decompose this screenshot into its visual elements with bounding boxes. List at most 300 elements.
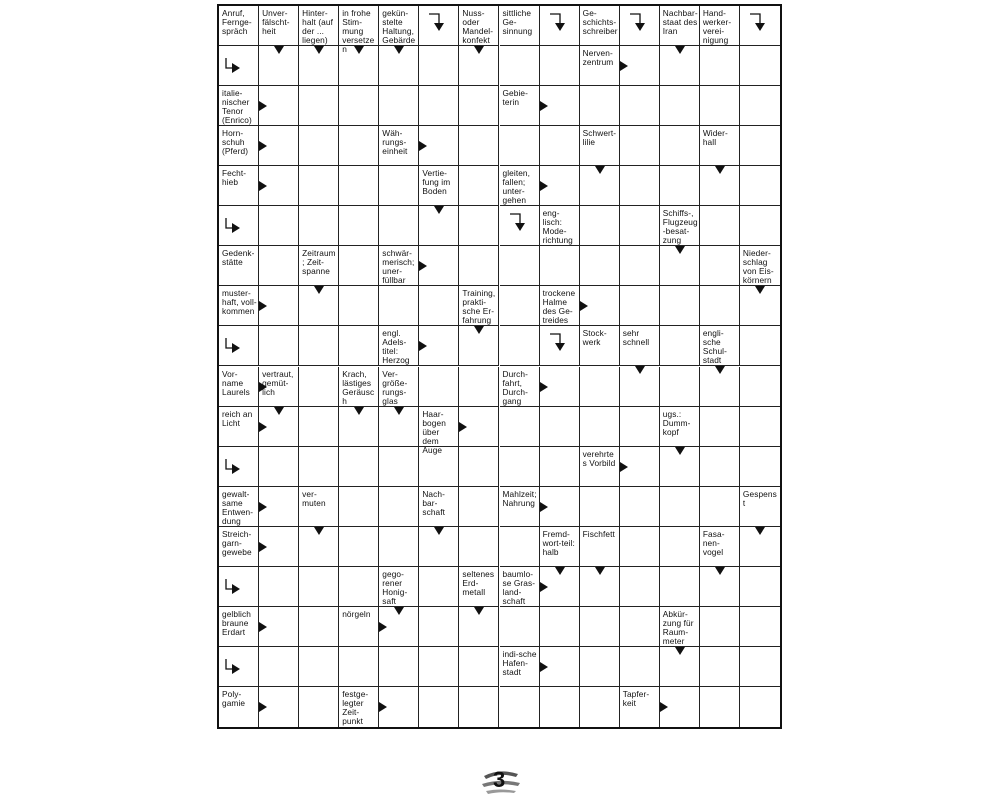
clue-cell — [620, 6, 660, 46]
arrow-right-icon — [540, 662, 548, 672]
clue-cell — [299, 487, 339, 527]
arrow-down-icon — [715, 366, 725, 374]
arrow-right-icon — [259, 542, 267, 552]
answer-cell[interactable] — [700, 86, 740, 126]
clue-text: Anruf, Fernge-spräch — [222, 8, 252, 36]
arrow-down-icon — [354, 46, 364, 54]
clue-cell — [500, 647, 540, 687]
clue-text: nörgeln — [342, 608, 371, 619]
clue-text: eng-lisch: Mode-richtung — [542, 208, 573, 246]
answer-cell[interactable] — [700, 206, 740, 246]
answer-cell[interactable] — [379, 527, 419, 567]
clue-cell — [419, 6, 459, 46]
answer-cell[interactable] — [660, 326, 700, 366]
answer-cell[interactable] — [620, 407, 660, 447]
clue-text: Stock-werk — [582, 328, 607, 348]
answer-cell[interactable] — [700, 647, 740, 687]
answer-cell[interactable] — [740, 326, 780, 366]
clue-text: Hinter-halt (auf der ... liegen) — [302, 8, 334, 45]
answer-cell[interactable] — [740, 607, 780, 647]
clue-cell — [660, 6, 700, 46]
clue-text: seltenes Erd-metall — [462, 568, 495, 597]
answer-cell[interactable] — [259, 206, 299, 246]
clue-cell — [419, 487, 459, 527]
answer-cell[interactable] — [299, 407, 339, 447]
arrow-right-icon — [660, 702, 668, 712]
answer-cell[interactable] — [620, 607, 660, 647]
clue-cell — [459, 567, 499, 607]
clue-cell — [219, 6, 259, 46]
clue-cell — [219, 407, 259, 447]
clue-cell — [219, 206, 259, 246]
clue-text: Fischfett — [582, 528, 615, 539]
arrow-down-icon — [274, 46, 284, 54]
arrow-down-icon — [354, 407, 364, 415]
arrow-down-icon — [555, 567, 565, 575]
answer-cell[interactable] — [660, 567, 700, 607]
answer-cell[interactable] — [419, 647, 459, 687]
clue-cell — [580, 6, 620, 46]
clue-text: Wider-hall — [702, 128, 728, 148]
clue-cell — [299, 246, 339, 286]
clue-cell — [419, 407, 459, 455]
clue-text: Ge-schichts-schreiber — [582, 8, 618, 36]
answer-cell[interactable] — [500, 246, 540, 286]
answer-cell[interactable] — [299, 126, 339, 166]
clue-text: festge-legter Zeit-punkt — [342, 688, 369, 726]
answer-cell[interactable] — [500, 687, 540, 727]
answer-cell[interactable] — [299, 206, 339, 246]
clue-cell — [459, 6, 499, 46]
clue-cell — [660, 407, 700, 447]
answer-cell[interactable] — [419, 86, 459, 126]
answer-cell[interactable] — [379, 286, 419, 326]
answer-cell[interactable] — [580, 647, 620, 687]
answer-cell[interactable] — [379, 206, 419, 246]
clue-text: Horn-schuh (Pferd) — [222, 128, 249, 157]
arrow-down-icon — [314, 286, 324, 294]
clue-text: gego-rener Honig-saft — [382, 568, 408, 606]
clue-text: Schiffs-, Flugzeug-besat-zung — [662, 208, 698, 246]
clue-text: Training, prakti-sche Er-fahrung — [462, 288, 496, 326]
clue-text: gewalt-same Entwen-dung — [222, 488, 254, 526]
answer-cell[interactable] — [620, 286, 660, 326]
answer-cell[interactable] — [459, 86, 499, 126]
clue-cell — [379, 367, 419, 407]
answer-cell[interactable] — [540, 46, 580, 86]
arrow-right-icon — [379, 702, 387, 712]
clue-cell — [339, 687, 379, 727]
crossword-grid — [217, 4, 782, 729]
clue-cell — [540, 326, 580, 366]
arrow-right-icon — [459, 422, 467, 432]
clue-cell — [740, 487, 780, 527]
arrow-down-right-icon — [223, 657, 245, 679]
clue-cell — [219, 607, 259, 647]
answer-cell[interactable] — [500, 607, 540, 647]
clue-text: ver-muten — [302, 488, 326, 508]
answer-cell[interactable] — [379, 86, 419, 126]
clue-text: vertraut, gemüt-lich — [262, 368, 294, 397]
clue-text: in frohe Stim-mung versetzen — [342, 8, 375, 54]
clue-text: verehrtes Vorbild — [582, 448, 616, 468]
clue-cell — [339, 367, 379, 407]
page-number: 3 — [493, 767, 506, 792]
clue-text: muster-haft, voll-kommen — [222, 288, 257, 317]
answer-cell[interactable] — [500, 407, 540, 447]
answer-cell[interactable] — [419, 567, 459, 607]
answer-cell[interactable] — [259, 647, 299, 687]
answer-cell[interactable] — [339, 567, 379, 607]
answer-cell[interactable] — [339, 126, 379, 166]
answer-cell[interactable] — [740, 567, 780, 607]
clue-cell — [740, 246, 780, 286]
answer-cell[interactable] — [299, 326, 339, 366]
clue-text: sehr schnell — [622, 328, 650, 348]
answer-cell[interactable] — [660, 487, 700, 527]
answer-cell[interactable] — [459, 487, 499, 527]
clue-cell — [540, 6, 580, 46]
answer-cell[interactable] — [620, 86, 660, 126]
answer-cell[interactable] — [299, 86, 339, 126]
answer-cell[interactable] — [339, 246, 379, 286]
answer-cell[interactable] — [580, 607, 620, 647]
arrow-right-down-icon — [748, 12, 770, 34]
answer-cell[interactable] — [700, 487, 740, 527]
arrow-down-right-icon — [223, 336, 245, 358]
answer-cell[interactable] — [459, 166, 499, 206]
clue-text: Wäh-rungs-einheit — [382, 128, 408, 157]
answer-cell[interactable] — [299, 567, 339, 607]
clue-text: Haar-bogen über dem Auge — [422, 408, 446, 455]
answer-cell[interactable] — [740, 206, 780, 246]
answer-cell[interactable] — [740, 447, 780, 487]
arrow-down-icon — [434, 206, 444, 214]
answer-cell[interactable] — [540, 607, 580, 647]
answer-cell[interactable] — [580, 86, 620, 126]
arrow-right-icon — [259, 301, 267, 311]
answer-cell[interactable] — [620, 647, 660, 687]
arrow-down-icon — [274, 407, 284, 415]
answer-cell[interactable] — [660, 126, 700, 166]
arrow-right-down-icon — [548, 332, 570, 354]
answer-cell[interactable] — [700, 447, 740, 487]
clue-text: Zeitraum; Zeit-spanne — [302, 248, 336, 277]
clue-text: Fecht-hieb — [222, 168, 247, 188]
clue-cell — [339, 6, 379, 54]
answer-cell[interactable] — [259, 447, 299, 487]
answer-cell[interactable] — [740, 687, 780, 727]
arrow-down-icon — [675, 447, 685, 455]
arrow-down-icon — [675, 46, 685, 54]
answer-cell[interactable] — [339, 647, 379, 687]
clue-text: Schwert-lilie — [582, 128, 617, 148]
answer-cell[interactable] — [660, 527, 700, 567]
clue-cell — [219, 126, 259, 166]
answer-cell[interactable] — [339, 326, 379, 366]
answer-cell[interactable] — [740, 126, 780, 166]
clue-cell — [379, 246, 419, 286]
clue-cell — [500, 367, 540, 407]
clue-cell — [219, 687, 259, 727]
clue-text: reich an Licht — [222, 408, 253, 428]
arrow-right-down-icon — [628, 12, 650, 34]
clue-cell — [219, 527, 259, 567]
arrow-right-icon — [259, 422, 267, 432]
answer-cell[interactable] — [299, 687, 339, 727]
clue-text: Vertie-fung im Boden — [422, 168, 451, 197]
arrow-down-icon — [755, 527, 765, 535]
clue-cell — [419, 166, 459, 206]
arrow-right-icon — [259, 181, 267, 191]
answer-cell[interactable] — [620, 206, 660, 246]
answer-cell[interactable] — [299, 367, 339, 407]
answer-cell[interactable] — [740, 407, 780, 447]
answer-cell[interactable] — [540, 246, 580, 286]
arrow-right-icon — [540, 582, 548, 592]
clue-text: schwär-merisch; uner-füllbar — [382, 248, 415, 286]
answer-cell[interactable] — [339, 487, 379, 527]
clue-cell — [540, 527, 580, 567]
arrow-down-icon — [314, 46, 324, 54]
arrow-down-right-icon — [223, 457, 245, 479]
answer-cell[interactable] — [459, 126, 499, 166]
answer-cell[interactable] — [379, 487, 419, 527]
arrow-down-icon — [474, 46, 484, 54]
clue-cell — [500, 86, 540, 126]
answer-cell[interactable] — [580, 407, 620, 447]
clue-text: Unver-fälscht-heit — [262, 8, 290, 36]
answer-cell[interactable] — [459, 527, 499, 567]
arrow-right-icon — [419, 341, 427, 351]
clue-text: Tapfer-keit — [622, 688, 650, 708]
clue-cell — [219, 567, 259, 607]
clue-cell — [700, 527, 740, 567]
clue-text: trockene Halme des Ge-treides — [542, 288, 576, 326]
answer-cell[interactable] — [259, 246, 299, 286]
arrow-right-icon — [620, 462, 628, 472]
clue-cell — [219, 286, 259, 326]
answer-cell[interactable] — [299, 647, 339, 687]
answer-cell[interactable] — [740, 86, 780, 126]
answer-cell[interactable] — [419, 46, 459, 86]
answer-cell[interactable] — [500, 126, 540, 166]
answer-cell[interactable] — [459, 687, 499, 727]
answer-cell[interactable] — [700, 46, 740, 86]
arrow-right-icon — [540, 181, 548, 191]
answer-cell[interactable] — [700, 607, 740, 647]
answer-cell[interactable] — [700, 407, 740, 447]
answer-cell[interactable] — [700, 246, 740, 286]
clue-cell — [219, 246, 259, 286]
clue-cell — [259, 6, 299, 46]
clue-cell — [580, 527, 620, 567]
answer-cell[interactable] — [339, 206, 379, 246]
clue-text: engli-sche Schul-stadt — [702, 328, 727, 366]
answer-cell[interactable] — [620, 487, 660, 527]
answer-cell[interactable] — [700, 286, 740, 326]
answer-cell[interactable] — [379, 447, 419, 487]
answer-cell[interactable] — [459, 206, 499, 246]
answer-cell[interactable] — [459, 447, 499, 487]
answer-cell[interactable] — [299, 607, 339, 647]
clue-text: Ver-größe-rungs-glas — [382, 368, 408, 406]
arrow-down-right-icon — [223, 577, 245, 599]
answer-cell[interactable] — [459, 246, 499, 286]
answer-cell[interactable] — [500, 326, 540, 366]
answer-cell[interactable] — [620, 567, 660, 607]
clue-cell — [219, 86, 259, 126]
clue-cell — [219, 166, 259, 206]
answer-cell[interactable] — [540, 126, 580, 166]
clue-cell — [379, 567, 419, 607]
arrow-right-icon — [259, 141, 267, 151]
answer-cell[interactable] — [660, 166, 700, 206]
clue-cell — [500, 6, 540, 46]
arrow-right-icon — [259, 622, 267, 632]
clue-cell — [379, 6, 419, 46]
clue-text: Poly-gamie — [222, 688, 246, 708]
answer-cell[interactable] — [580, 246, 620, 286]
arrow-right-icon — [540, 382, 548, 392]
clue-text: gekün-stelte Haltung, Gebärde — [382, 8, 416, 45]
answer-cell[interactable] — [339, 447, 379, 487]
answer-cell[interactable] — [580, 487, 620, 527]
clue-text: Nach-bar-schaft — [422, 488, 446, 517]
clue-cell — [459, 286, 499, 326]
clue-cell — [219, 326, 259, 366]
clue-cell — [700, 326, 740, 366]
clue-cell — [740, 6, 780, 46]
arrow-right-icon — [259, 101, 267, 111]
answer-cell[interactable] — [740, 367, 780, 407]
arrow-right-icon — [540, 502, 548, 512]
clue-text: Mahlzeit; Nahrung — [502, 488, 537, 508]
clue-cell — [580, 46, 620, 86]
clue-cell — [620, 326, 660, 366]
answer-cell[interactable] — [620, 527, 660, 567]
clue-text: Gebie-terin — [502, 88, 529, 108]
clue-cell — [259, 367, 299, 407]
answer-cell[interactable] — [620, 166, 660, 206]
clue-text: Fremd-wort-teil: halb — [542, 528, 575, 557]
clue-cell — [219, 46, 259, 86]
arrow-down-right-icon — [223, 56, 245, 78]
clue-text: Streich-garn-gewebe — [222, 528, 252, 557]
answer-cell[interactable] — [419, 687, 459, 727]
answer-cell[interactable] — [700, 687, 740, 727]
answer-cell[interactable] — [419, 367, 459, 407]
answer-cell[interactable] — [500, 286, 540, 326]
page-number-badge — [480, 764, 524, 798]
arrow-right-down-icon — [548, 12, 570, 34]
clue-cell — [219, 367, 259, 407]
clue-text: ugs.: Dumm-kopf — [662, 408, 691, 437]
clue-text: Fasa-nen-vogel — [702, 528, 725, 557]
clue-cell — [500, 567, 540, 607]
clue-cell — [660, 607, 700, 647]
arrow-down-icon — [314, 527, 324, 535]
answer-cell[interactable] — [259, 326, 299, 366]
answer-cell[interactable] — [540, 687, 580, 727]
clue-text: italie-nischer Tenor (Enrico) — [222, 88, 252, 126]
clue-cell — [700, 6, 740, 46]
answer-cell[interactable] — [379, 647, 419, 687]
answer-cell[interactable] — [580, 206, 620, 246]
answer-cell[interactable] — [339, 286, 379, 326]
clue-cell — [700, 126, 740, 166]
answer-cell[interactable] — [500, 46, 540, 86]
answer-cell[interactable] — [459, 647, 499, 687]
answer-cell[interactable] — [620, 246, 660, 286]
clue-text: Nuss-oder Mandel-konfekt — [462, 8, 494, 45]
arrow-right-icon — [259, 702, 267, 712]
answer-cell[interactable] — [339, 86, 379, 126]
answer-cell[interactable] — [740, 647, 780, 687]
answer-cell[interactable] — [339, 527, 379, 567]
answer-cell[interactable] — [660, 367, 700, 407]
arrow-down-icon — [675, 246, 685, 254]
answer-cell[interactable] — [339, 166, 379, 206]
clue-text: Durch-fahrt, Durch-gang — [502, 368, 528, 406]
answer-cell[interactable] — [259, 567, 299, 607]
answer-cell[interactable] — [660, 86, 700, 126]
clue-text: Nachbar-staat des Iran — [662, 8, 698, 36]
arrow-down-icon — [394, 407, 404, 415]
clue-text: gleiten, fallen; unter-gehen — [502, 168, 531, 206]
answer-cell[interactable] — [500, 527, 540, 567]
clue-cell — [540, 206, 580, 246]
answer-cell[interactable] — [660, 286, 700, 326]
answer-cell[interactable] — [419, 286, 459, 326]
arrow-right-icon — [259, 502, 267, 512]
answer-cell[interactable] — [500, 447, 540, 487]
arrow-down-right-icon — [223, 216, 245, 238]
arrow-right-down-icon — [508, 212, 530, 234]
answer-cell[interactable] — [540, 407, 580, 447]
answer-cell[interactable] — [379, 166, 419, 206]
answer-cell[interactable] — [459, 367, 499, 407]
clue-text: Krach, lästiges Geräusch — [342, 368, 375, 406]
clue-cell — [620, 687, 660, 727]
clue-cell — [660, 206, 700, 246]
clue-cell — [580, 326, 620, 366]
clue-cell — [339, 607, 379, 647]
arrow-down-icon — [715, 567, 725, 575]
answer-cell[interactable] — [740, 166, 780, 206]
answer-cell[interactable] — [299, 447, 339, 487]
answer-cell[interactable] — [580, 687, 620, 727]
arrow-down-icon — [434, 527, 444, 535]
clue-cell — [500, 166, 540, 206]
clue-text: Vor-name Laurels — [222, 368, 250, 397]
arrow-right-down-icon — [427, 12, 449, 34]
arrow-down-icon — [394, 46, 404, 54]
answer-cell[interactable] — [419, 607, 459, 647]
answer-cell[interactable] — [299, 166, 339, 206]
arrow-right-icon — [540, 101, 548, 111]
clue-cell — [379, 326, 419, 366]
answer-cell[interactable] — [580, 367, 620, 407]
answer-cell[interactable] — [740, 46, 780, 86]
arrow-right-icon — [620, 61, 628, 71]
answer-cell[interactable] — [540, 447, 580, 487]
clue-cell — [299, 6, 339, 46]
arrow-down-icon — [675, 647, 685, 655]
clue-text: gelblich braune Erdart — [222, 608, 251, 637]
clue-cell — [540, 286, 580, 326]
answer-cell[interactable] — [620, 126, 660, 166]
